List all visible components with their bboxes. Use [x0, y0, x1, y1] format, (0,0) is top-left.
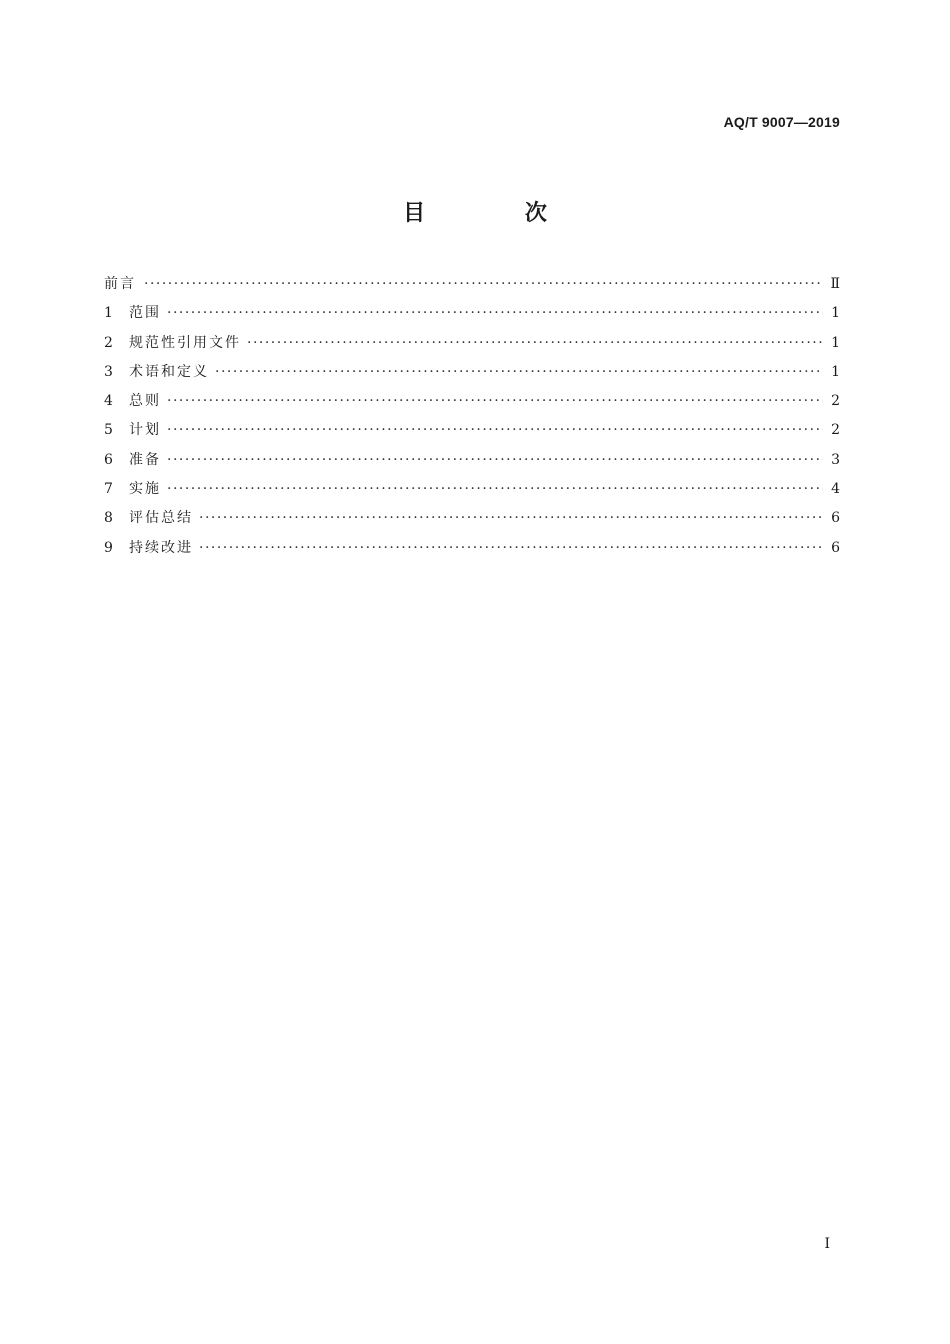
toc-leader-dots — [144, 270, 822, 299]
toc-entry-label: 总则 — [129, 393, 161, 410]
toc-entry-number: 7 — [104, 481, 113, 498]
toc-entry-label: 规范性引用文件 — [129, 334, 241, 351]
toc-entry-page: Ⅱ — [830, 276, 840, 292]
toc-entry-page: 1 — [831, 305, 840, 322]
toc-entry-number: 5 — [104, 422, 113, 439]
toc-entry-page: 1 — [831, 334, 840, 351]
toc-entry-label: 评估总结 — [129, 510, 193, 527]
toc-entry-label: 持续改进 — [129, 539, 193, 556]
toc-entry-plan[interactable] — [104, 416, 840, 445]
toc-leader-dots — [167, 387, 823, 416]
toc-entry-continuous-improvement[interactable] — [104, 534, 840, 563]
toc-entry-foreword[interactable] — [104, 270, 840, 299]
toc-entry-page: 6 — [831, 510, 840, 527]
toc-entry-page: 4 — [831, 481, 840, 498]
toc-entry-label: 前言 — [104, 276, 136, 292]
table-of-contents — [104, 270, 840, 563]
toc-entry-label: 计划 — [129, 422, 161, 439]
toc-leader-dots — [167, 446, 823, 475]
toc-entry-label: 准备 — [129, 451, 161, 468]
toc-leader-dots — [247, 329, 823, 358]
toc-entry-number: 1 — [104, 305, 113, 322]
toc-entry-terms-definitions[interactable] — [104, 358, 840, 387]
toc-entry-page: 2 — [831, 422, 840, 439]
toc-entry-implementation[interactable] — [104, 475, 840, 504]
toc-entry-page: 3 — [831, 451, 840, 468]
toc-leader-dots — [167, 416, 823, 445]
standard-code: AQ/T 9007—2019 — [723, 114, 840, 130]
toc-entry-number: 4 — [104, 393, 113, 410]
toc-entry-general[interactable] — [104, 387, 840, 416]
toc-entry-label: 实施 — [129, 481, 161, 498]
toc-entry-normative-references[interactable] — [104, 329, 840, 358]
toc-entry-number: 3 — [104, 363, 113, 380]
toc-entry-number: 8 — [104, 510, 113, 527]
toc-leader-dots — [167, 299, 823, 328]
toc-entry-number: 9 — [104, 539, 113, 556]
toc-entry-preparation[interactable] — [104, 446, 840, 475]
toc-leader-dots — [199, 504, 823, 533]
toc-leader-dots — [199, 534, 823, 563]
toc-entry-label: 范围 — [129, 305, 161, 322]
toc-leader-dots — [215, 358, 823, 387]
toc-entry-number: 2 — [104, 334, 113, 351]
toc-entry-scope[interactable] — [104, 299, 840, 328]
toc-entry-label: 术语和定义 — [129, 363, 209, 380]
page-number: I — [824, 1236, 830, 1252]
toc-entry-page: 2 — [831, 393, 840, 410]
toc-entry-page: 1 — [831, 363, 840, 380]
page-title: 目 次 — [403, 201, 593, 226]
toc-entry-evaluation-summary[interactable] — [104, 504, 840, 533]
toc-entry-page: 6 — [831, 539, 840, 556]
toc-entry-number: 6 — [104, 451, 113, 468]
toc-leader-dots — [167, 475, 823, 504]
